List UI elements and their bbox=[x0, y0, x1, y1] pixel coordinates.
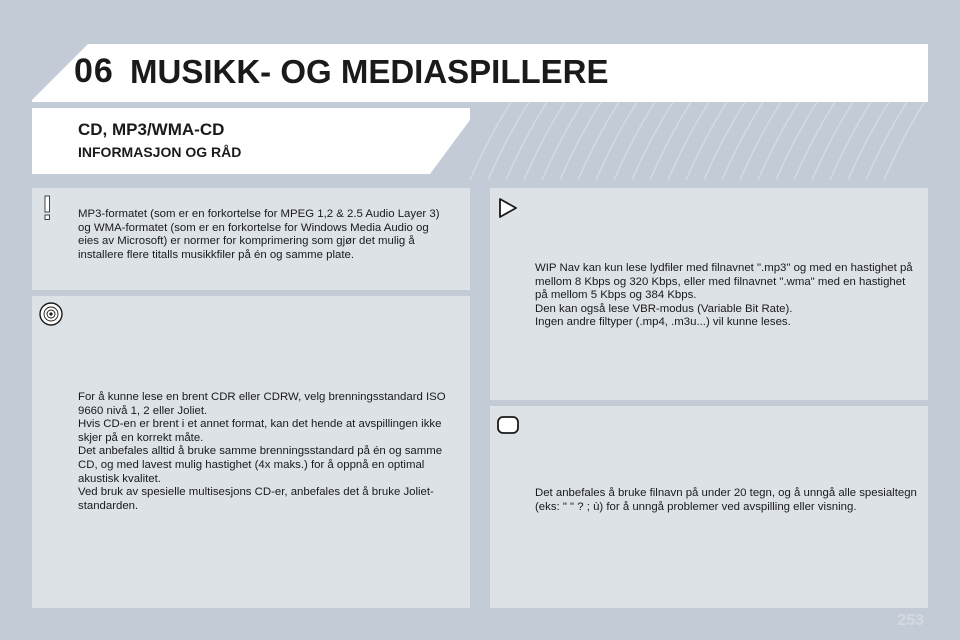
note-panel-text: Det anbefales å bruke filnavn på under 20 tegn, og å unngå alle spesialtegn (eks: " " ? ; ù) for å unngå problemer ved avspilling eller visning. bbox=[535, 487, 917, 513]
section-title: CD, MP3/WMA-CD bbox=[78, 120, 225, 139]
play-panel-text: WIP Nav kan kun lese lydfiler med filnavnet ".mp3" og med en hastighet på mellom 8 Kbps og 320 Kbps, eller med filnavnet ".wma" med en hastighet på mellom 5 Kbps og 384 Kbps. Den kan også lese VBR-modus (Variable Bit Rate). Ingen andre filtyper (.mp4, .m3u...) vil kunne leses. bbox=[535, 262, 913, 329]
cd-panel-text: For å kunne lese en brent CDR eller CDRW, velg brenningsstandard ISO 9660 nivå 1, 2 eller Joliet. Hvis CD-en er brent i et annet format, kan det hende at avspillingen ikke skjer på en korrekt måte. Det anbefales alltid å bruke samme brenningsstandard på én og samme CD, og med lavest mulig hastighet (4x maks.) for å oppnå en optimal akustisk kvalitet. Ved bruk av spesielle multisesjons CD-er, anbefales det å bruke Joliet-standarden. bbox=[78, 391, 446, 512]
cd-icon bbox=[38, 301, 64, 327]
section-subtitle: INFORMASJON OG RÅD bbox=[78, 144, 242, 160]
page-number: 253 bbox=[897, 612, 924, 629]
note-icon bbox=[496, 415, 520, 437]
section-header bbox=[32, 108, 470, 174]
chapter-number: 06 bbox=[74, 52, 114, 90]
exclamation-icon bbox=[38, 194, 56, 222]
play-icon bbox=[496, 196, 520, 220]
chapter-title: MUSIKK- OG MEDIASPILLERE bbox=[130, 53, 609, 90]
warning-panel-text: MP3-formatet (som er en forkortelse for MPEG 1,2 & 2.5 Audio Layer 3) og WMA-formatet (som er en forkortelse for Windows Media Audio og eies av Microsoft) er normer for komprimering som gjør det mulig å installere flere titalls musikkfiler på én og samme plate. bbox=[78, 208, 440, 261]
